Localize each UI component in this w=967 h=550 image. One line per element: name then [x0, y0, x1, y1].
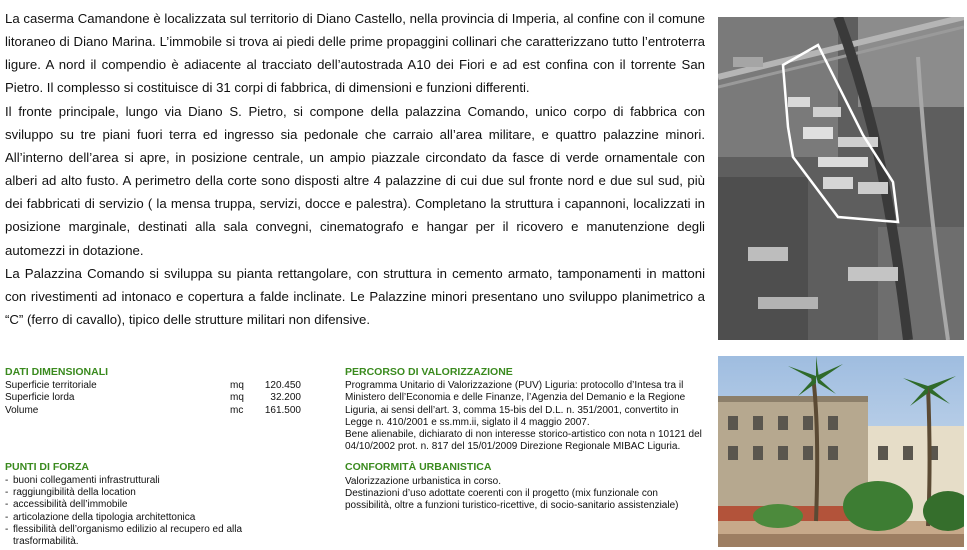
strengths-list — [5, 475, 305, 548]
urban-text-1: Valorizzazione urbanistica in corso. — [345, 475, 502, 487]
intro-paragraph-3: La Palazzina Comando si sviluppa su pianta rettangolare, con struttura in cemento armato, tamponamenti in mattoni con rivestimenti ad intonaco e copertura a falde inclinate. Le Palazzine minori presentano uno sviluppo planimetrico a “C” (ferro di cavallo), tipico delle strutture militari non difensive. — [5, 265, 705, 328]
dimensional-value: 32.200 — [270, 392, 301, 404]
strengths-title: PUNTI DI FORZA — [5, 460, 89, 473]
building-photo-icon — [718, 356, 964, 547]
dimensional-label: Superficie lorda — [5, 392, 75, 404]
dimensional-table — [5, 380, 305, 417]
dimensional-value: 120.450 — [264, 380, 301, 392]
list-item: - flessibilità dell’organismo edilizio al recupero ed alla trasformabilità. — [5, 524, 305, 548]
right-info-column — [345, 366, 707, 512]
dimensional-row — [5, 380, 305, 392]
urban-text-2: Destinazioni d’uso adottate coerenti con il progetto (mix funzionale con possibilità, oltre a funzioni turistico-ricettive, di socio-sanitario assistenziale) — [345, 487, 679, 512]
dimensional-row — [5, 392, 305, 404]
dimensional-value: 161.500 — [264, 404, 301, 416]
dimensional-row — [5, 405, 305, 417]
list-item: - accessibilità dell’immobile — [5, 499, 305, 511]
left-info-column — [5, 366, 305, 548]
urban-title: CONFORMITÀ URBANISTICA — [345, 461, 492, 474]
valorization-text-1: Programma Unitario di Valorizzazione (PUV) Liguria: protocollo d’Intesa tra il Ministero dell’Economia e delle Finanze, l’Agenzia del Demanio e la Regione Liguria, ai sensi dell’art. 3, comma 15-bis del D.L. n. 351/2001, convertito in Legge n. 410/2001 e ss.mm.ii, siglato il 4 maggio 2007. — [345, 380, 686, 428]
list-item: - buoni collegamenti infrastrutturali — [5, 475, 305, 487]
intro-paragraph-2: Il fronte principale, lungo via Diano S. Pietro, si compone della palazzina Comando, unico corpo di fabbrica con sviluppo su tre piani fuori terra ed ingresso sia pedonale che carraio all’area militare, e quattro palazzine minori. All’interno dell’area si apre, in posizione centrale, un ampio piazzale circondato da fasce di verde ornamentale con alberi ad alto fusto. A perimetro della corte sono disposti altre 4 palazzine di cui due sul fronte nord e due sul sud, più dei fabbricati di servizio ( la mensa truppa, servizi, docce e palestra). Completano la struttura i capannoni, localizzati in posizione marginale, destinati alla sala convegni, cinematografo e hangar per il ricovero e manutenzione degli automezzi in dotazione. — [5, 103, 705, 258]
valorization-text-2: Bene alienabile, dichiarato di non interesse storico-artistico con nota n 10121 del 04/10/2002 prot. n. 817 del 15/01/2009 Direzione Regionale MIBAC Liguria. — [345, 429, 702, 453]
valorization-title: PERCORSO DI VALORIZZAZIONE — [345, 366, 513, 378]
dimensional-unit: mq — [230, 380, 244, 392]
intro-paragraph-1: La caserma Camandone è localizzata sul territorio di Diano Castello, nella provincia di Imperia, al confine con il comune litoraneo di Diano Marina. L’immobile si trova ai piedi delle prime propaggini collinari che caratterizzano tutto l’entroterra ligure. A nord il compendio è adiacente al tracciato dell’autostrada A10 dei Fiori e ad est confina con il torrente San Pietro. Il complesso si costituisce di 31 corpi di fabbrica, di dimensioni e funzioni differenti. — [5, 11, 705, 96]
dimensional-title: DATI DIMENSIONALI — [5, 366, 109, 378]
list-item: - articolazione della tipologia architettonica — [5, 512, 305, 524]
dimensional-label: Volume — [5, 404, 39, 416]
dimensional-unit: mc — [230, 404, 244, 416]
aerial-photo-icon — [718, 17, 964, 340]
aerial-photo — [718, 17, 964, 340]
list-item: - raggiungibilità della location — [5, 487, 305, 499]
dimensional-unit: mq — [230, 392, 244, 404]
dimensional-label: Superficie territoriale — [5, 380, 97, 392]
building-photo — [718, 356, 964, 547]
intro-text — [5, 7, 705, 331]
